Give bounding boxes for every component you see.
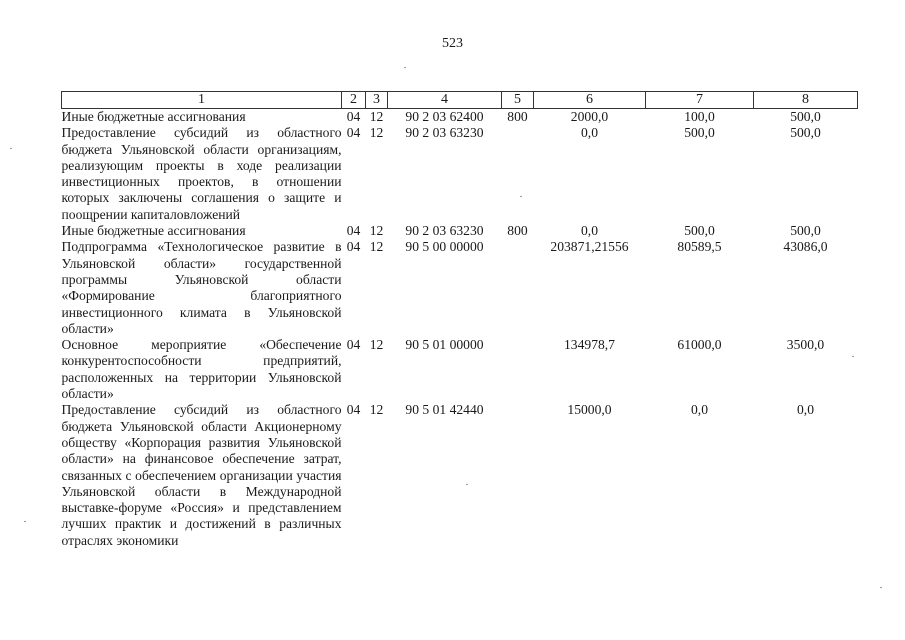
column-header-1: 1 <box>62 92 342 109</box>
table-row <box>62 337 858 402</box>
row-value-col8: 3500,0 <box>786 337 825 353</box>
row-value-col6: 0,0 <box>581 223 598 239</box>
row-section-code: 04 <box>346 337 361 353</box>
scan-speck <box>466 484 468 485</box>
row-expense-type <box>502 125 534 223</box>
row-expense-type: 800 <box>507 223 528 239</box>
table-header-row <box>62 92 858 109</box>
table-row <box>62 125 858 223</box>
row-subsection-code: 12 <box>369 223 384 239</box>
column-header-6: 6 <box>534 92 646 109</box>
row-target-code: 90 2 03 62400 <box>405 109 484 124</box>
row-target-code: 90 5 00 00000 <box>405 239 484 255</box>
table-row <box>62 239 858 337</box>
row-expense-type <box>502 239 534 337</box>
row-value-col7: 100,0 <box>684 109 715 124</box>
row-section-code: 04 <box>346 109 361 124</box>
table-row <box>62 109 858 126</box>
row-subsection-code: 12 <box>369 239 384 255</box>
row-value-col8: 43086,0 <box>783 239 828 255</box>
budget-table <box>61 91 858 549</box>
row-target-code: 90 2 03 63230 <box>405 125 484 141</box>
row-value-col6: 134978,7 <box>564 337 615 353</box>
table-row <box>62 402 858 549</box>
row-target-code: 90 2 03 63230 <box>405 223 484 239</box>
row-section-code: 04 <box>346 239 361 255</box>
row-value-col8: 500,0 <box>790 223 821 239</box>
row-value-col7: 500,0 <box>684 223 715 239</box>
scan-speck <box>520 196 522 197</box>
row-section-code: 04 <box>346 402 361 418</box>
row-subsection-code: 12 <box>369 402 384 418</box>
row-value-col8: 500,0 <box>790 109 821 124</box>
column-header-4: 4 <box>388 92 502 109</box>
row-value-col6: 0,0 <box>581 125 598 141</box>
page-number: 523 <box>442 36 463 51</box>
row-description: Иные бюджетные ассигнования <box>61 109 246 124</box>
row-value-col7: 80589,5 <box>677 239 722 255</box>
row-target-code: 90 5 01 42440 <box>405 402 484 418</box>
row-description: Подпрограмма «Технологическое развитие в Ульяновской области» государственной программы Ульяновской области «Формирование благоприятного инвестиционного климата в Ульяновской области» <box>61 239 342 336</box>
column-header-2: 2 <box>342 92 366 109</box>
row-subsection-code: 12 <box>369 109 384 124</box>
row-target-code: 90 5 01 00000 <box>405 337 484 353</box>
row-section-code: 04 <box>346 223 361 239</box>
scan-speck <box>10 148 12 149</box>
row-description: Предоставление субсидий из областного бюджета Ульяновской области Акционерному обществу «Корпорация развития Ульяновской области» на финансовое обеспечение затрат, связанных с обеспечением организации участия Ульяновской области в Международной выставке-форуме «Россия» и представлением лучших практик и достижений в различных отраслях экономики <box>61 402 342 548</box>
row-value-col7: 61000,0 <box>677 337 722 353</box>
row-value-col6: 15000,0 <box>567 402 612 418</box>
scan-speck <box>404 67 406 68</box>
row-value-col7: 0,0 <box>691 402 708 418</box>
column-header-5: 5 <box>502 92 534 109</box>
row-description: Предоставление субсидий из областного бюджета Ульяновской области организациям, реализующим проекты в ходе реализации инвестиционных проектов, в отношении которых заключены соглашения о защите и поощрении капиталовложений <box>61 125 342 222</box>
scan-speck <box>852 356 854 357</box>
row-value-col7: 500,0 <box>684 125 715 141</box>
column-header-3: 3 <box>366 92 388 109</box>
row-expense-type <box>502 337 534 402</box>
column-header-8: 8 <box>754 92 858 109</box>
scan-speck <box>24 521 26 522</box>
row-value-col6: 203871,21556 <box>550 239 629 255</box>
row-value-col8: 0,0 <box>797 402 814 418</box>
column-header-7: 7 <box>646 92 754 109</box>
row-expense-type: 800 <box>507 109 528 124</box>
table-row <box>62 223 858 239</box>
row-subsection-code: 12 <box>369 337 384 353</box>
row-value-col6: 2000,0 <box>570 109 609 124</box>
row-description: Иные бюджетные ассигнования <box>61 223 246 239</box>
row-description: Основное мероприятие «Обеспечение конкурентоспособности предприятий, расположенных на территории Ульяновской области» <box>61 337 342 402</box>
row-section-code: 04 <box>346 125 361 141</box>
row-value-col8: 500,0 <box>790 125 821 141</box>
scan-speck <box>880 587 882 588</box>
row-subsection-code: 12 <box>369 125 384 141</box>
row-expense-type <box>502 402 534 549</box>
